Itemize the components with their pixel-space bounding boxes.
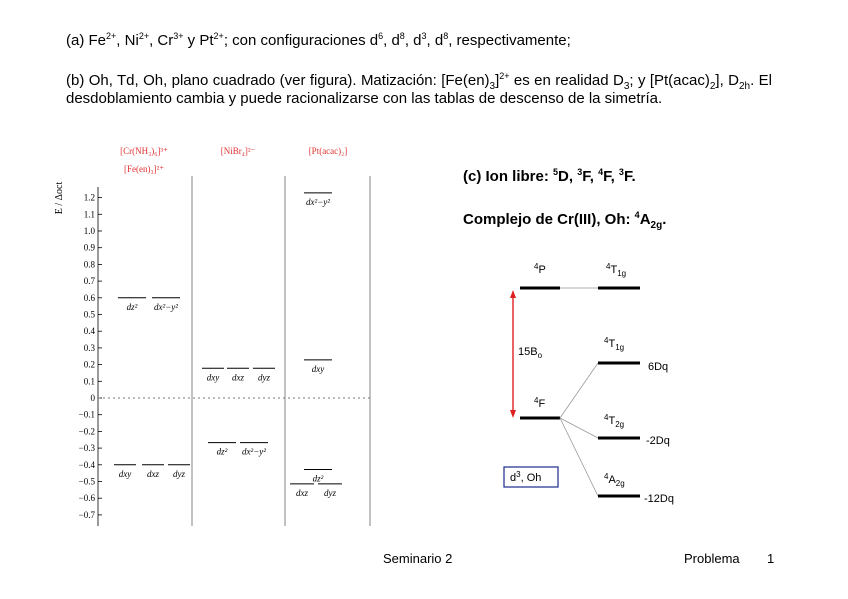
footer-problem: Problema <box>684 551 740 566</box>
end-text: , respectivamente; <box>448 32 571 49</box>
ion-list <box>89 32 224 49</box>
orbital-label: dxy <box>118 468 132 479</box>
ion: $Cr^{3+}$ y <box>157 31 200 49</box>
y-tick-label: 0.2 <box>83 359 95 370</box>
a2g-energy: -12Dq <box>644 493 674 505</box>
footer-seminar: Seminario 2 <box>383 551 453 566</box>
orbital-label: dz² <box>216 446 228 457</box>
config-text: ; con configuraciones <box>223 32 366 49</box>
y-tick-label: 0.1 <box>83 376 95 387</box>
ion: $Fe^{2+}$, <box>88 31 125 49</box>
compound-label: [Pt(acac)₂] <box>308 146 348 156</box>
orbital-label: dyz <box>258 372 270 383</box>
term-4p-label: $^4$P <box>534 262 546 276</box>
y-tick-label: −0.2 <box>78 426 95 437</box>
ion: $Ni^{2+}$, <box>124 31 158 49</box>
y-tick-label: 0.6 <box>83 292 95 303</box>
orbital-label: dxz <box>147 468 159 479</box>
orbital-label: dxy <box>206 372 220 383</box>
y-tick-label: 0.5 <box>83 309 95 320</box>
config-box-label: $d^3$, Oh <box>510 470 542 484</box>
orbital-label: dxz <box>296 487 308 498</box>
part-a-label: (a) <box>66 32 85 49</box>
orbital-label: dx²−y² <box>242 446 266 457</box>
gap-label: $15B_o$ <box>518 346 543 360</box>
free-ion-terms: (c) Ion libre: $^5$D, $^3$F, $^4$F, $^3$F. <box>463 167 636 185</box>
y-axis-label: E / Δoct <box>54 181 65 215</box>
term-4a2g-label: $^4A_{2g}$ <box>604 472 625 488</box>
y-tick-label: −0.7 <box>78 509 95 520</box>
y-tick-label: 0.3 <box>83 342 95 353</box>
config-list: $d^6$, $d^8$, $d^3$, $d^8$ <box>369 31 449 49</box>
y-tick-label: −0.5 <box>78 476 95 487</box>
connector-t2g <box>560 418 598 438</box>
connector-t1g <box>560 363 598 418</box>
t2g-energy: -2Dq <box>646 435 670 447</box>
y-tick-label: 0 <box>90 393 95 403</box>
ion: $Pt^{2+}$ <box>199 31 224 49</box>
connector-a2g <box>560 418 598 496</box>
y-tick-label: 1.0 <box>83 226 95 236</box>
term-correlation-diagram <box>498 255 718 525</box>
y-tick-label: −0.3 <box>78 443 95 454</box>
compound-label: [Fe(en)₃]²⁺ <box>123 164 165 174</box>
complex-ground-term: Complejo de Cr(III), Oh: $^4A_{2g}$. <box>463 210 667 231</box>
compound-label: [NiBr₄]²⁻ <box>220 146 256 156</box>
y-tick-label: −0.6 <box>78 493 95 504</box>
y-tick-label: 1.2 <box>83 192 95 203</box>
footer-page-number: 1 <box>767 551 775 566</box>
term-4t2g-label: $^4T_{2g}$ <box>604 413 625 429</box>
compound-label: [Cr(NH₃)₆]³⁺ <box>120 146 168 156</box>
paragraph-a <box>66 32 772 50</box>
y-tick-label: 1.1 <box>83 209 95 220</box>
orbital-label: dyz <box>324 487 336 498</box>
orbital-label: dxz <box>232 372 244 383</box>
orbital-label: dx²−y² <box>306 196 330 207</box>
y-tick-label: 0.7 <box>83 276 95 287</box>
d-orbital-splitting-diagram <box>52 140 372 530</box>
y-tick-label: 0.8 <box>83 259 95 270</box>
y-tick-label: 0.4 <box>83 326 95 337</box>
orbital-label: dx²−y² <box>154 301 178 312</box>
paragraph-b: (b) Oh, Td, Oh, plano cuadrado (ver figura). Matización: $[Fe(en)_3]^{2+}$ es en realidad $D_3$; y $[Pt(acac)_2]$, $D_{2h}$. El desdoblamiento cambia y puede racionalizarse con las tablas de descenso de la simetría. <box>66 71 772 107</box>
term-4t1g-label: $^4T_{1g}$ <box>604 336 625 352</box>
y-tick-label: −0.1 <box>78 409 95 420</box>
t1g-energy: 6Dq <box>648 361 669 373</box>
y-tick-label: 0.9 <box>83 242 95 253</box>
term-4t1g-top-label: $^4T_{1g}$ <box>606 262 627 278</box>
orbital-label: dxy <box>311 363 325 374</box>
arrow-head-bottom <box>510 410 516 418</box>
orbital-label: dz² <box>126 301 138 312</box>
orbital-label: dyz <box>173 468 185 479</box>
y-tick-label: −0.4 <box>78 459 95 470</box>
arrow-head-top <box>510 290 516 298</box>
orbital-label: dz² <box>312 473 324 484</box>
term-4f-label: $^4$F <box>534 396 546 410</box>
